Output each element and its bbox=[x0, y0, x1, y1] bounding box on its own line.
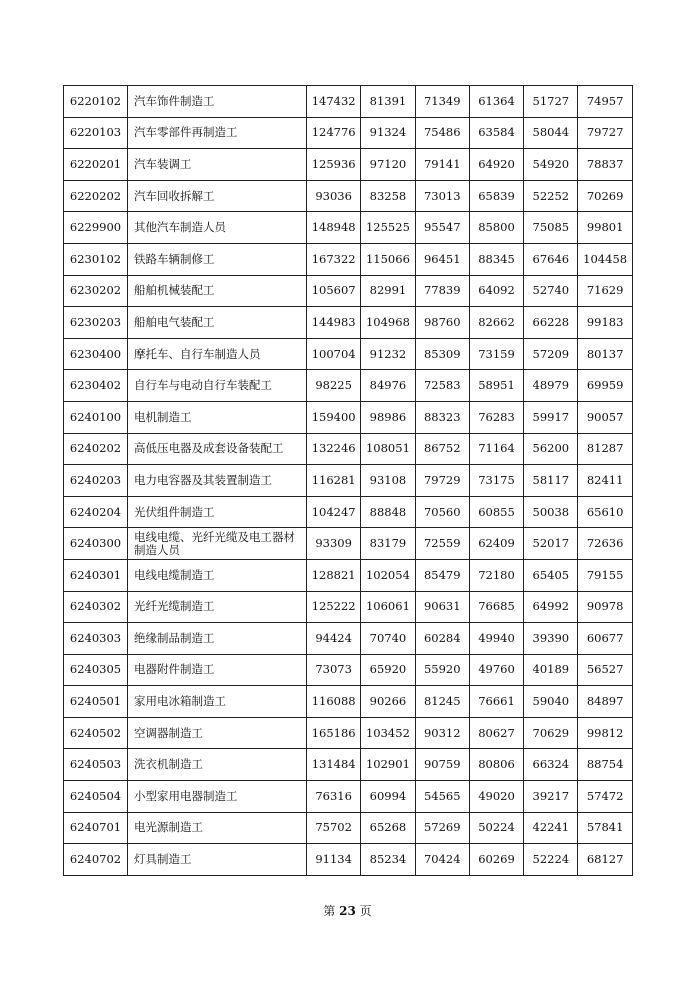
wage-value-cell: 63584 bbox=[469, 117, 523, 149]
wage-value-cell: 125222 bbox=[307, 591, 361, 623]
table-row bbox=[64, 180, 633, 212]
wage-value-cell: 97120 bbox=[361, 149, 415, 181]
occupation-name-cell: 电线电缆制造工 bbox=[128, 559, 307, 591]
wage-value-cell: 80627 bbox=[469, 717, 523, 749]
occupation-code-cell: 6240305 bbox=[64, 654, 128, 686]
wage-value-cell: 54920 bbox=[524, 149, 578, 181]
wage-value-cell: 49940 bbox=[469, 623, 523, 655]
wage-value-cell: 79155 bbox=[578, 559, 632, 591]
occupation-code-cell: 6220202 bbox=[64, 180, 128, 212]
occupation-code-cell: 6240503 bbox=[64, 749, 128, 781]
table-row bbox=[64, 149, 633, 181]
occupation-name-cell: 灯具制造工 bbox=[128, 844, 307, 876]
table-row bbox=[64, 496, 633, 528]
occupation-code-cell: 6240303 bbox=[64, 623, 128, 655]
occupation-name-cell: 洗衣机制造工 bbox=[128, 749, 307, 781]
wage-value-cell: 70560 bbox=[415, 496, 469, 528]
wage-value-cell: 68127 bbox=[578, 844, 632, 876]
wage-value-cell: 90759 bbox=[415, 749, 469, 781]
occupation-code-cell: 6240702 bbox=[64, 844, 128, 876]
wage-value-cell: 85234 bbox=[361, 844, 415, 876]
wage-value-cell: 104968 bbox=[361, 307, 415, 339]
wage-value-cell: 64992 bbox=[524, 591, 578, 623]
table-row bbox=[64, 86, 633, 118]
wage-value-cell: 58951 bbox=[469, 370, 523, 402]
table-row bbox=[64, 275, 633, 307]
occupation-name-cell: 光纤光缆制造工 bbox=[128, 591, 307, 623]
wage-value-cell: 81245 bbox=[415, 686, 469, 718]
wage-value-cell: 76661 bbox=[469, 686, 523, 718]
wage-value-cell: 62409 bbox=[469, 528, 523, 560]
occupation-code-cell: 6240701 bbox=[64, 812, 128, 844]
wage-value-cell: 54565 bbox=[415, 781, 469, 813]
table-row bbox=[64, 338, 633, 370]
wage-value-cell: 49020 bbox=[469, 781, 523, 813]
occupation-name-cell: 汽车饰件制造工 bbox=[128, 86, 307, 118]
occupation-name-cell: 绝缘制品制造工 bbox=[128, 623, 307, 655]
wage-value-cell: 59040 bbox=[524, 686, 578, 718]
wage-value-cell: 65268 bbox=[361, 812, 415, 844]
occupation-code-cell: 6240301 bbox=[64, 559, 128, 591]
table-row bbox=[64, 243, 633, 275]
wage-value-cell: 56527 bbox=[578, 654, 632, 686]
wage-value-cell: 65610 bbox=[578, 496, 632, 528]
page-suffix: 页 bbox=[359, 904, 372, 918]
wage-value-cell: 71629 bbox=[578, 275, 632, 307]
wage-value-cell: 71164 bbox=[469, 433, 523, 465]
wage-value-cell: 99812 bbox=[578, 717, 632, 749]
wage-value-cell: 58044 bbox=[524, 117, 578, 149]
occupation-name-cell: 其他汽车制造人员 bbox=[128, 212, 307, 244]
wage-value-cell: 75486 bbox=[415, 117, 469, 149]
wage-value-cell: 91134 bbox=[307, 844, 361, 876]
page-number: 23 bbox=[339, 904, 356, 918]
wage-value-cell: 72559 bbox=[415, 528, 469, 560]
wage-value-cell: 79729 bbox=[415, 465, 469, 497]
wage-value-cell: 48979 bbox=[524, 370, 578, 402]
occupation-code-cell: 6220201 bbox=[64, 149, 128, 181]
wage-value-cell: 74957 bbox=[578, 86, 632, 118]
wage-value-cell: 72180 bbox=[469, 559, 523, 591]
wage-value-cell: 70424 bbox=[415, 844, 469, 876]
wage-value-cell: 99183 bbox=[578, 307, 632, 339]
occupation-code-cell: 6230402 bbox=[64, 370, 128, 402]
wage-value-cell: 76685 bbox=[469, 591, 523, 623]
wage-value-cell: 167322 bbox=[307, 243, 361, 275]
wage-value-cell: 88323 bbox=[415, 401, 469, 433]
wage-value-cell: 148948 bbox=[307, 212, 361, 244]
wage-value-cell: 80137 bbox=[578, 338, 632, 370]
occupation-code-cell: 6240302 bbox=[64, 591, 128, 623]
page-prefix: 第 bbox=[323, 904, 336, 918]
table-row bbox=[64, 623, 633, 655]
occupation-name-cell: 光伏组件制造工 bbox=[128, 496, 307, 528]
table-row bbox=[64, 117, 633, 149]
wage-value-cell: 86752 bbox=[415, 433, 469, 465]
wage-value-cell: 79141 bbox=[415, 149, 469, 181]
wage-value-cell: 39390 bbox=[524, 623, 578, 655]
table-row bbox=[64, 465, 633, 497]
wage-value-cell: 102901 bbox=[361, 749, 415, 781]
wage-value-cell: 90057 bbox=[578, 401, 632, 433]
wage-value-cell: 52017 bbox=[524, 528, 578, 560]
wage-value-cell: 52740 bbox=[524, 275, 578, 307]
wage-value-cell: 58117 bbox=[524, 465, 578, 497]
wage-value-cell: 71349 bbox=[415, 86, 469, 118]
occupation-code-cell: 6240504 bbox=[64, 781, 128, 813]
occupation-code-cell: 6240202 bbox=[64, 433, 128, 465]
occupation-name-cell: 自行车与电动自行车装配工 bbox=[128, 370, 307, 402]
occupation-name-cell: 电力电容器及其装置制造工 bbox=[128, 465, 307, 497]
table-row bbox=[64, 717, 633, 749]
wage-value-cell: 65405 bbox=[524, 559, 578, 591]
wage-value-cell: 60269 bbox=[469, 844, 523, 876]
wage-value-cell: 106061 bbox=[361, 591, 415, 623]
wage-value-cell: 72636 bbox=[578, 528, 632, 560]
wage-value-cell: 40189 bbox=[524, 654, 578, 686]
wage-value-cell: 88848 bbox=[361, 496, 415, 528]
wage-value-cell: 79727 bbox=[578, 117, 632, 149]
wage-value-cell: 60994 bbox=[361, 781, 415, 813]
wage-value-cell: 96451 bbox=[415, 243, 469, 275]
table-row bbox=[64, 844, 633, 876]
occupation-name-cell: 摩托车、自行车制造人员 bbox=[128, 338, 307, 370]
wage-value-cell: 91232 bbox=[361, 338, 415, 370]
table-row bbox=[64, 559, 633, 591]
wage-value-cell: 93309 bbox=[307, 528, 361, 560]
table-row bbox=[64, 528, 633, 560]
wage-value-cell: 67646 bbox=[524, 243, 578, 275]
wage-value-cell: 104247 bbox=[307, 496, 361, 528]
wage-value-cell: 131484 bbox=[307, 749, 361, 781]
wage-value-cell: 98760 bbox=[415, 307, 469, 339]
occupation-name-cell: 电器附件制造工 bbox=[128, 654, 307, 686]
wage-value-cell: 75085 bbox=[524, 212, 578, 244]
wage-value-cell: 90631 bbox=[415, 591, 469, 623]
wage-value-cell: 69959 bbox=[578, 370, 632, 402]
wage-value-cell: 70740 bbox=[361, 623, 415, 655]
wage-value-cell: 85479 bbox=[415, 559, 469, 591]
wage-value-cell: 132246 bbox=[307, 433, 361, 465]
wage-value-cell: 60284 bbox=[415, 623, 469, 655]
wage-value-cell: 50224 bbox=[469, 812, 523, 844]
wage-value-cell: 98986 bbox=[361, 401, 415, 433]
occupation-name-cell: 汽车回收拆解工 bbox=[128, 180, 307, 212]
wage-value-cell: 124776 bbox=[307, 117, 361, 149]
wage-value-cell: 49760 bbox=[469, 654, 523, 686]
wage-value-cell: 128821 bbox=[307, 559, 361, 591]
wage-value-cell: 57269 bbox=[415, 812, 469, 844]
occupation-code-cell: 6240203 bbox=[64, 465, 128, 497]
wage-value-cell: 116281 bbox=[307, 465, 361, 497]
table-row bbox=[64, 433, 633, 465]
wage-table-body bbox=[64, 86, 633, 876]
occupation-name-cell: 船舶电气装配工 bbox=[128, 307, 307, 339]
wage-value-cell: 75702 bbox=[307, 812, 361, 844]
occupation-name-cell: 汽车装调工 bbox=[128, 149, 307, 181]
occupation-name-cell: 空调器制造工 bbox=[128, 717, 307, 749]
wage-value-cell: 102054 bbox=[361, 559, 415, 591]
wage-value-cell: 55920 bbox=[415, 654, 469, 686]
wage-value-cell: 116088 bbox=[307, 686, 361, 718]
occupation-code-cell: 6229900 bbox=[64, 212, 128, 244]
wage-value-cell: 159400 bbox=[307, 401, 361, 433]
table-row bbox=[64, 812, 633, 844]
wage-value-cell: 59917 bbox=[524, 401, 578, 433]
wage-value-cell: 84897 bbox=[578, 686, 632, 718]
wage-value-cell: 65920 bbox=[361, 654, 415, 686]
wage-value-cell: 65839 bbox=[469, 180, 523, 212]
wage-value-cell: 70269 bbox=[578, 180, 632, 212]
wage-value-cell: 52252 bbox=[524, 180, 578, 212]
occupation-code-cell: 6230203 bbox=[64, 307, 128, 339]
wage-value-cell: 61364 bbox=[469, 86, 523, 118]
wage-value-cell: 70629 bbox=[524, 717, 578, 749]
occupation-name-cell: 船舶机械装配工 bbox=[128, 275, 307, 307]
wage-value-cell: 73073 bbox=[307, 654, 361, 686]
occupation-name-cell: 家用电冰箱制造工 bbox=[128, 686, 307, 718]
occupation-code-cell: 6230202 bbox=[64, 275, 128, 307]
wage-value-cell: 83179 bbox=[361, 528, 415, 560]
wage-value-cell: 82662 bbox=[469, 307, 523, 339]
table-row bbox=[64, 212, 633, 244]
wage-value-cell: 77839 bbox=[415, 275, 469, 307]
wage-value-cell: 91324 bbox=[361, 117, 415, 149]
wage-value-cell: 103452 bbox=[361, 717, 415, 749]
wage-value-cell: 90266 bbox=[361, 686, 415, 718]
wage-value-cell: 56200 bbox=[524, 433, 578, 465]
wage-value-cell: 147432 bbox=[307, 86, 361, 118]
wage-value-cell: 72583 bbox=[415, 370, 469, 402]
wage-value-cell: 73175 bbox=[469, 465, 523, 497]
table-row bbox=[64, 401, 633, 433]
wage-value-cell: 165186 bbox=[307, 717, 361, 749]
wage-value-cell: 88754 bbox=[578, 749, 632, 781]
occupation-code-cell: 6230400 bbox=[64, 338, 128, 370]
table-row bbox=[64, 307, 633, 339]
occupation-code-cell: 6240502 bbox=[64, 717, 128, 749]
wage-value-cell: 84976 bbox=[361, 370, 415, 402]
occupation-code-cell: 6240300 bbox=[64, 528, 128, 560]
wage-value-cell: 105607 bbox=[307, 275, 361, 307]
wage-value-cell: 90978 bbox=[578, 591, 632, 623]
occupation-name-cell: 高低压电器及成套设备装配工 bbox=[128, 433, 307, 465]
wage-value-cell: 39217 bbox=[524, 781, 578, 813]
wage-value-cell: 108051 bbox=[361, 433, 415, 465]
occupation-name-cell: 电光源制造工 bbox=[128, 812, 307, 844]
wage-value-cell: 64092 bbox=[469, 275, 523, 307]
occupation-name-cell: 铁路车辆制修工 bbox=[128, 243, 307, 275]
wage-value-cell: 85309 bbox=[415, 338, 469, 370]
wage-value-cell: 57472 bbox=[578, 781, 632, 813]
occupation-code-cell: 6240501 bbox=[64, 686, 128, 718]
wage-value-cell: 125936 bbox=[307, 149, 361, 181]
wage-value-cell: 93036 bbox=[307, 180, 361, 212]
wage-value-cell: 73013 bbox=[415, 180, 469, 212]
wage-value-cell: 94424 bbox=[307, 623, 361, 655]
wage-value-cell: 52224 bbox=[524, 844, 578, 876]
wage-value-cell: 64920 bbox=[469, 149, 523, 181]
occupation-code-cell: 6220102 bbox=[64, 86, 128, 118]
occupation-code-cell: 6240100 bbox=[64, 401, 128, 433]
table-row bbox=[64, 654, 633, 686]
wage-value-cell: 57841 bbox=[578, 812, 632, 844]
wage-value-cell: 66324 bbox=[524, 749, 578, 781]
occupation-code-cell: 6240204 bbox=[64, 496, 128, 528]
wage-value-cell: 80806 bbox=[469, 749, 523, 781]
wage-value-cell: 81287 bbox=[578, 433, 632, 465]
occupation-name-cell: 小型家用电器制造工 bbox=[128, 781, 307, 813]
wage-value-cell: 78837 bbox=[578, 149, 632, 181]
wage-value-cell: 76283 bbox=[469, 401, 523, 433]
wage-value-cell: 98225 bbox=[307, 370, 361, 402]
wage-value-cell: 125525 bbox=[361, 212, 415, 244]
wage-value-cell: 104458 bbox=[578, 243, 632, 275]
wage-value-cell: 42241 bbox=[524, 812, 578, 844]
wage-value-cell: 50038 bbox=[524, 496, 578, 528]
wage-value-cell: 93108 bbox=[361, 465, 415, 497]
occupation-name-cell: 汽车零部件再制造工 bbox=[128, 117, 307, 149]
wage-value-cell: 60855 bbox=[469, 496, 523, 528]
table-row bbox=[64, 749, 633, 781]
table-row bbox=[64, 686, 633, 718]
table-row bbox=[64, 370, 633, 402]
occupation-name-cell: 电线电缆、光纤光缆及电工器材制造人员 bbox=[128, 528, 307, 560]
wage-value-cell: 100704 bbox=[307, 338, 361, 370]
wage-value-cell: 81391 bbox=[361, 86, 415, 118]
occupation-code-cell: 6230102 bbox=[64, 243, 128, 275]
page-footer bbox=[0, 902, 695, 919]
wage-value-cell: 66228 bbox=[524, 307, 578, 339]
occupation-name-cell: 电机制造工 bbox=[128, 401, 307, 433]
wage-value-cell: 90312 bbox=[415, 717, 469, 749]
wage-value-cell: 76316 bbox=[307, 781, 361, 813]
wage-value-cell: 73159 bbox=[469, 338, 523, 370]
wage-value-cell: 82991 bbox=[361, 275, 415, 307]
wage-value-cell: 88345 bbox=[469, 243, 523, 275]
wage-value-cell: 60677 bbox=[578, 623, 632, 655]
occupation-code-cell: 6220103 bbox=[64, 117, 128, 149]
wage-value-cell: 99801 bbox=[578, 212, 632, 244]
wage-value-cell: 115066 bbox=[361, 243, 415, 275]
table-row bbox=[64, 781, 633, 813]
wage-value-cell: 82411 bbox=[578, 465, 632, 497]
wage-value-cell: 95547 bbox=[415, 212, 469, 244]
wage-value-cell: 57209 bbox=[524, 338, 578, 370]
wage-value-cell: 51727 bbox=[524, 86, 578, 118]
table-row bbox=[64, 591, 633, 623]
wage-value-cell: 144983 bbox=[307, 307, 361, 339]
wage-value-cell: 83258 bbox=[361, 180, 415, 212]
wage-value-cell: 85800 bbox=[469, 212, 523, 244]
wage-table bbox=[63, 85, 633, 876]
